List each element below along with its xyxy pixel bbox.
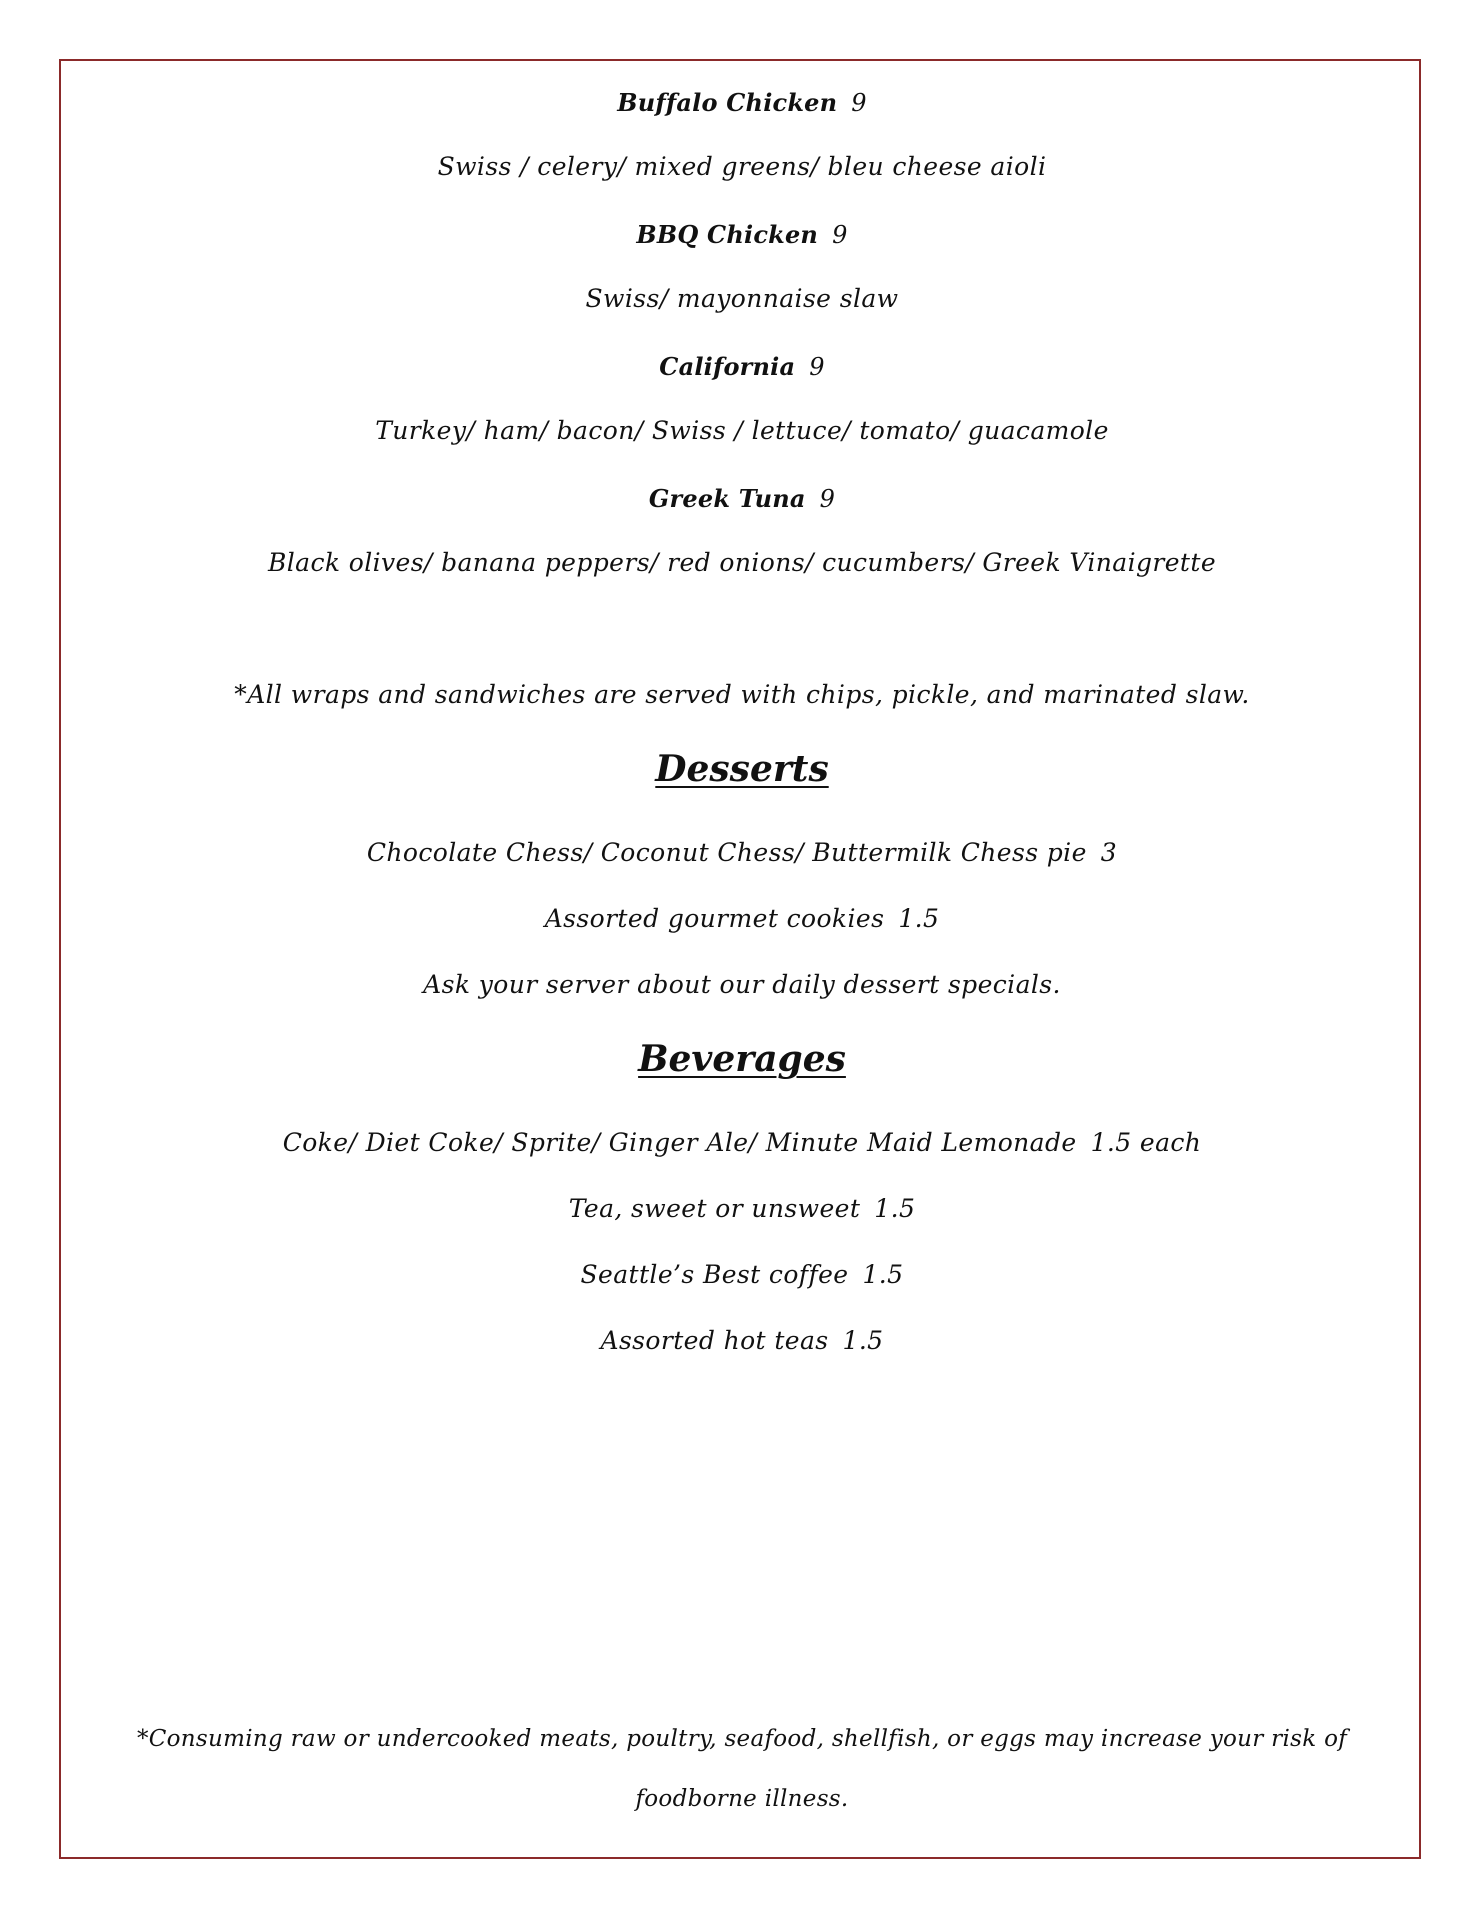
beverage-item-price: 1.5 <box>842 1326 884 1355</box>
beverage-item-text: Seattle’s Best coffee <box>580 1260 849 1289</box>
desserts-heading: Desserts <box>655 748 829 790</box>
beverage-item-text: Assorted hot teas <box>600 1326 829 1355</box>
item-price: 9 <box>819 485 836 513</box>
item-name: California <box>659 352 796 381</box>
item-description: Swiss / celery/ mixed greens/ bleu cheese aioli <box>437 152 1047 181</box>
item-price: 9 <box>809 353 825 381</box>
menu-item-greek-tuna <box>0 484 1484 513</box>
beverage-item-price: 1.5 each <box>1090 1128 1202 1157</box>
beverage-item-text: Tea, sweet or unsweet <box>568 1194 861 1223</box>
dessert-item-price: 1.5 <box>898 904 940 933</box>
dessert-specials-note: Ask your server about our daily dessert specials. <box>423 970 1061 999</box>
beverage-item <box>0 1326 1484 1355</box>
dessert-item-text: Chocolate Chess/ Coconut Chess/ Buttermilk Chess pie <box>366 838 1087 867</box>
item-price: 9 <box>851 89 867 117</box>
dessert-item-price: 3 <box>1100 838 1118 867</box>
menu-page-border <box>59 59 1421 1859</box>
menu-item-buffalo-chicken <box>0 88 1484 117</box>
food-safety-disclaimer-line-2: foodborne illness. <box>635 1786 849 1812</box>
menu-item-california <box>0 352 1484 381</box>
beverage-item-price: 1.5 <box>874 1194 916 1223</box>
beverage-item-price: 1.5 <box>862 1260 904 1289</box>
beverage-item-text: Coke/ Diet Coke/ Sprite/ Ginger Ale/ Minute Maid Lemonade <box>282 1128 1077 1157</box>
item-description: Black olives/ banana peppers/ red onions/ cucumbers/ Greek Vinaigrette <box>267 548 1217 577</box>
item-description: Swiss/ mayonnaise slaw <box>585 284 899 313</box>
beverages-heading: Beverages <box>638 1038 846 1080</box>
food-safety-disclaimer-line-1: *Consuming raw or undercooked meats, poultry, seafood, shellfish, or eggs may increase your risk of <box>136 1726 1348 1752</box>
sides-note: *All wraps and sandwiches are served with chips, pickle, and marinated slaw. <box>234 680 1250 709</box>
item-description: Turkey/ ham/ bacon/ Swiss / lettuce/ tomato/ guacamole <box>375 416 1109 445</box>
item-price: 9 <box>832 221 848 249</box>
item-name: Greek Tuna <box>648 484 806 513</box>
dessert-item <box>0 904 1484 933</box>
beverage-item <box>0 1194 1484 1223</box>
beverage-item <box>0 1128 1484 1157</box>
dessert-item <box>0 838 1484 867</box>
menu-item-bbq-chicken <box>0 220 1484 249</box>
item-name: Buffalo Chicken <box>617 88 838 117</box>
dessert-item-text: Assorted gourmet cookies <box>544 904 885 933</box>
item-name: BBQ Chicken <box>636 220 819 249</box>
beverage-item <box>0 1260 1484 1289</box>
